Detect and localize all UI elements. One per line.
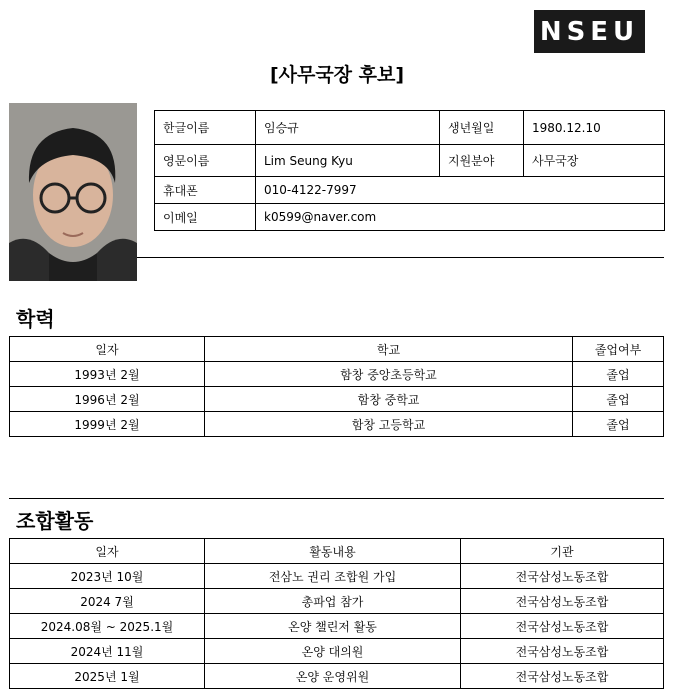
activity-date: 2024 7월: [10, 589, 205, 614]
activity-content: 온양 챌린저 활동: [205, 614, 461, 639]
education-status: 졸업: [573, 387, 664, 412]
dob-value: 1980.12.10: [524, 111, 665, 145]
activities-header-org: 기관: [461, 539, 664, 564]
activity-content: 온양 대의원: [205, 639, 461, 664]
education-heading: 학력: [16, 307, 55, 331]
field-label: 지원분야: [440, 145, 524, 177]
page-title: [사무국장 후보]: [269, 64, 405, 86]
dob-label: 생년월일: [440, 111, 524, 145]
education-header-date: 일자: [10, 337, 205, 362]
activity-date: 2023년 10월: [10, 564, 205, 589]
table-row: [10, 664, 664, 689]
activities-header-content: 활동내용: [205, 539, 461, 564]
education-date: 1996년 2월: [10, 387, 205, 412]
activity-date: 2024년 11월: [10, 639, 205, 664]
education-table: [9, 336, 664, 437]
name-en-value: Lim Seung Kyu: [256, 145, 440, 177]
divider: [137, 257, 664, 258]
activities-heading: 조합활동: [16, 509, 94, 533]
activity-content: 총파업 참가: [205, 589, 461, 614]
field-value: 사무국장: [524, 145, 665, 177]
education-school: 함창 중앙초등학교: [205, 362, 573, 387]
table-row: [10, 412, 664, 437]
activities-table: [9, 538, 664, 689]
education-school: 함창 고등학교: [205, 412, 573, 437]
education-school: 함창 중학교: [205, 387, 573, 412]
activity-date: 2025년 1월: [10, 664, 205, 689]
activity-content: 전삼노 권리 조합원 가입: [205, 564, 461, 589]
table-row: [10, 639, 664, 664]
table-row: [10, 589, 664, 614]
education-date: 1999년 2월: [10, 412, 205, 437]
activity-date: 2024.08월 ~ 2025.1월: [10, 614, 205, 639]
table-row: [10, 387, 664, 412]
activity-content: 온양 운영위원: [205, 664, 461, 689]
divider: [9, 498, 664, 499]
table-row: [10, 564, 664, 589]
activity-org: 전국삼성노동조합: [461, 564, 664, 589]
table-row: [10, 362, 664, 387]
name-en-label: 영문이름: [155, 145, 256, 177]
education-date: 1993년 2월: [10, 362, 205, 387]
name-kr-value: 임승규: [256, 111, 440, 145]
activity-org: 전국삼성노동조합: [461, 664, 664, 689]
education-header-school: 학교: [205, 337, 573, 362]
activity-org: 전국삼성노동조합: [461, 614, 664, 639]
education-status: 졸업: [573, 412, 664, 437]
activity-org: 전국삼성노동조합: [461, 639, 664, 664]
table-row: [10, 614, 664, 639]
education-header-status: 졸업여부: [573, 337, 664, 362]
nseu-logo: NSEU: [534, 10, 645, 53]
email-value: k0599@naver.com: [256, 204, 665, 231]
activities-header-date: 일자: [10, 539, 205, 564]
email-label: 이메일: [155, 204, 256, 231]
profile-photo: [9, 103, 137, 281]
profile-table: [154, 110, 665, 231]
phone-label: 휴대폰: [155, 177, 256, 204]
activity-org: 전국삼성노동조합: [461, 589, 664, 614]
name-kr-label: 한글이름: [155, 111, 256, 145]
education-status: 졸업: [573, 362, 664, 387]
phone-value: 010-4122-7997: [256, 177, 665, 204]
